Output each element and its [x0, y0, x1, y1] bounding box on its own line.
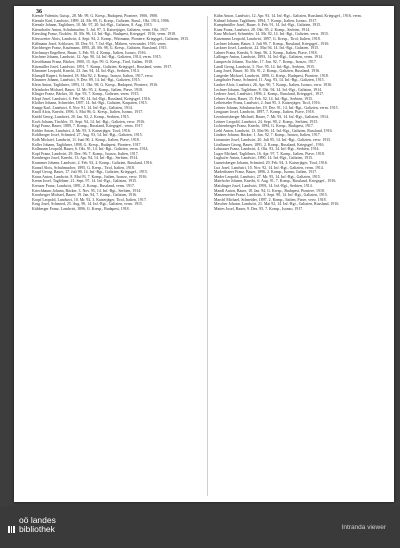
register-entry: Lamprecht Johann, Tischler, 17. Jan. 92, 7. Komp., Isonzo, 1917.	[214, 59, 317, 64]
register-entry: Knapp Karl, Landwirt, 8. Nov. 91, 14. Inf.-Rgt., Galizien, 1914.	[32, 105, 133, 110]
register-entry: Lallinger Anton, Landwirt, 1893, 14. Inf.-Rgt., Galizien, verm. 1914.	[214, 55, 323, 60]
register-entry: Kunz Franz, Landwirt, 28. Okt. 95, 2. Komp., Serbien, 1914.	[214, 27, 311, 32]
register-entry: Klammer Leopold, Knecht, 23. Jan. 94, 14. Inf.-Rgt., Serbien, 1914.	[32, 69, 140, 74]
register-entry: Kollmann Leopold, Bauer, 6. Okt. 91, 14. Inf.-Rgt., Galizien, verm. 1914.	[32, 147, 149, 152]
register-entry: Kraus Anton, Landwirt, 8. Mai 93, 7. Komp., Italien, Isonzo, verw. 1916.	[32, 174, 148, 179]
register-entry: Lauber Alois, Landwirt, 26. Apr. 90, 7. Komp., Italien, Isonzo, verw. 1916.	[214, 82, 333, 87]
register-entry: Kopf Franz, Landwirt, 29. Dez. 96, 7. Komp., Isonzo, Italien, 1917.	[32, 151, 139, 156]
register-entry: Kranzl Alois, Schuhmacher, 1895, G. Kresp., Tirol, Italien, 1918.	[32, 165, 135, 170]
register-entry: Lohnauer Franz, Landwirt, 4. Okt. 93, 14. Inf.-Rgt., Serbien, 1914.	[214, 147, 320, 152]
register-entry: Kronberger Michael, Bauer, 19. Jan. 94, 7. Komp., Galizien, 1916.	[32, 193, 138, 198]
register-entry: Krenn Josef, Taglöhner, 21. Sept. 97, 14. Inf.-Rgt., Galizien, 1915.	[32, 179, 138, 184]
register-entry: Lichtenberger Franz, Knecht, 1894, G. Kresp., Budapest, 1917.	[214, 124, 314, 129]
register-entry: Kirchmayr Engelbert, Bauer, 3. Feb. 95, 4. Komp., Italien, Isonzo, 1916.	[32, 50, 147, 55]
register-entry: Kiessling Franz, Tischler, 10. Mr. 96, 14. Inf.-Rgt., Budapest, Kriegsgef. 1916, verm. 1918.	[32, 32, 177, 37]
register-entry: Kiffmann Josef, Schlosser, 30. Dez. 91, 7. Inf.-Rgt., Mähren, verwundet, 1916, verm.	[32, 41, 167, 46]
register-entry: Leonhartsberger Michael, Bauer, 7. Mr. 93, 14. Inf.-Rgt., Galizien, 1914.	[214, 115, 329, 120]
viewer-label[interactable]: Intranda viewer	[341, 524, 386, 531]
register-entry: Leibetseder Franz, Landwirt, 2. Juni 95, 3. Kaiserjäger, Tirol, 1916.	[214, 101, 321, 106]
register-entry: Mattes Josef, Bauer, 9. Dez. 95, 7. Komp., Isonzo, 1917.	[214, 206, 304, 211]
register-entry: Maderthaner Franz, Bauer, 1896, 2. Komp., Isonzo, Italien, 1917.	[214, 170, 318, 175]
register-entry: Kühn Anton, Landwirt, 12. Apr. 93, 14. Inf.-Rgt., Galizien, Russland, Kriegsgef., 1916, verm.	[214, 14, 362, 18]
register-entry: Landl Georg, Landwirt, 5. Nov. 95, 14. Inf.-Rgt., Serbien, 1915.	[214, 64, 316, 69]
viewer-footer	[0, 506, 400, 548]
register-entry: Lehner Anton, Bauer, 15. Feb. 92, 14. Inf.-Rgt., Serbien, 1915.	[214, 96, 314, 101]
register-entry: Knoll Alois, Knecht, 1896, 3. Mai 96, G. Kresp., Italien, Isonzo, 1917.	[32, 110, 144, 115]
register-entry: Lux Josef, Landwirt, 10. Nov. 92, 14. Inf.-Rgt., Galizien, verm. 1914.	[214, 165, 324, 170]
register-entry: Kleinhofer Michael, Bauer, 12. Mr. 95, 2. Komp., Italien, Piave, 1918.	[32, 87, 143, 92]
column-divider	[207, 16, 208, 496]
register-entry: Kloiber Johann, Schneider, 1897, 14. Inf.-Rgt., Galizien, Karpaten, 1915.	[32, 101, 148, 106]
register-entry: Klein Anton, Taglöhner, 1893, 11. Okt. 98, G. Kresp., Budapest, Pioniere, 1916.	[32, 82, 159, 87]
register-entry: Mascher Johann, Landwirt, 21. Mai 92, 14. Inf.-Rgt., Galizien, Russland, 1916.	[214, 202, 340, 207]
register-entry: Liebl Anton, Landwirt, 13. Mai 96, 14. Inf.-Rgt., Galizien, Russland, 1916.	[214, 128, 333, 133]
logo-text-line1: oö landes	[19, 515, 56, 525]
register-entry: Lengauer Josef, Landwirt, 1897, 7. Komp., Italien, Piave, 1918.	[214, 110, 315, 115]
register-entry: Kögl Franz, Bauer, 1889, 7. Komp., Russland, Kriegsgef., verm. 1917.	[32, 124, 144, 129]
register-entry: Klampfl Rupert, Schmied, 18. Mai 92, 2. Komp., Isonzo, Italien, 1917, verw.	[32, 73, 154, 78]
library-logo[interactable]	[8, 516, 56, 534]
right-text-column	[214, 14, 386, 498]
register-entry: Kurzmann Leopold, Landwirt, 1897, G. Kresp., Tirol, Italien, 1918.	[214, 36, 321, 41]
register-entry: Kienzle Karl, Landwirt, 1899, 24. Mr. 99, G. Kresp., Galizien, Russl., Okt. 1914, 1906.	[32, 18, 170, 23]
register-entry: Maislinger Josef, Landwirt, 1893, 14. Inf.-Rgt., Serbien, 1914.	[214, 183, 313, 188]
register-entry: Lackner Josef, Landwirt, 22. Mai 94, 14. Inf.-Rgt., Galizien, 1915.	[214, 46, 320, 51]
register-entry: Lang Josef, Bauer, 30. Mr. 91, 2. Komp., Galizien, Russland, 1916.	[214, 69, 321, 74]
register-entry: Köhler Anton, Landwirt, 4. Mr. 95, 3. Kaiserjäger, Tirol, 1916.	[32, 128, 131, 133]
logo-bars-icon	[8, 525, 17, 534]
register-entry: Koch Johann, Tischler, 15. Sept. 94, 14. Inf.-Rgt., Galizien, verw. 1916.	[32, 119, 146, 124]
register-entry: Langthaler Franz, Schmied, 11. Aug. 93, 14. Inf.-Rgt., Galizien, 1915.	[214, 78, 325, 83]
register-entry: Kohlberger Josef, Schmied, 27. Aug. 93, 14. Inf.-Rgt., Galizien, 1915.	[32, 133, 143, 138]
register-entry: Lachner Johann, Bauer, 3. Juli 90, 7. Komp., Russland, Kriegsgef., 1916.	[214, 41, 330, 46]
register-entry: Lechner Johann, Taglöhner, 8. Okt. 94, 14. Inf.-Rgt., Galizien, 1914.	[214, 87, 323, 92]
register-entry: Lumetsberger Johann, Schmied, 29. Feb. 94, 3. Kaiserjäger, Tirol, 1916.	[214, 161, 328, 165]
register-entry: Krapf Georg, Bauer, 17. Juli 90, 14. Inf.-Rgt., Galizien, Kriegsgef., 1915.	[32, 170, 148, 175]
register-entry: Kirchner Johann, Landwirt, 12. Apr. 90, 14. Inf.-Rgt., Galizien, 1914, verm. 1915.	[32, 55, 162, 60]
register-entry: Mairhofer Johann, Knecht, 6. Aug. 91, 7. Komp., Russland, Kriegsgef., 1916.	[214, 179, 337, 184]
register-entry: Lughofer Anton, Landwirt, 1890, 14. Inf.-Rgt., Galizien, 1915.	[214, 156, 314, 161]
register-entry: Mandl Anton, Bauer, 18. Jan. 94, G. Kresp., Budapest, Pioniere, 1918.	[214, 188, 325, 193]
register-entry: Lederer Josef, Landwirt, 1896, 2. Komp., Russland, Kriegsgef., 1917.	[214, 92, 325, 97]
register-entry: Kirchberger Franz, Kaufmann, 1895, 20. Mr. 98, G. Kresp., Galizien, Russland, 1915.	[32, 46, 168, 51]
register-entry: Marchl Michael, Schneider, 1897, 2. Komp., Italien, Piave, verw. 1918.	[214, 197, 327, 202]
register-entry: Luger Michael, Taglöhner, 16. Apr. 97, 7. Komp., Italien, Piave, 1918.	[214, 151, 325, 156]
page-number: 36	[36, 9, 42, 15]
register-entry: Kirschbaum Franz, Bäcker, 1900, 15. Apr. 99, G. Kresp., Tirol, Italien, 1918.	[32, 59, 154, 64]
register-entry: Kühberger Franz, Landwirt, 1896, G. Kresp., Budapest, 1918.	[32, 206, 130, 211]
register-entry: Krug Josef, Schmied, 25. Aug. 90, 14. Inf.-Rgt., Galizien, verm. 1915.	[32, 202, 143, 207]
register-entry: Linsmaier Josef, Landwirt, 20. Juli 95, 14. Inf.-Rgt., Galizien, verw. 1915.	[214, 138, 332, 143]
register-entry: Lahner Franz, Knecht, 9. Sept. 96, 2. Komp., Italien, Piave, 1918.	[214, 50, 318, 55]
register-entry: Kühnel Johann, Taglöhner, 1894, 7. Komp., Italien, Isonzo, 1917.	[214, 18, 318, 23]
register-entry: Kriechbaum Johann, Bäcker, 3. Nov. 95, 14. Inf.-Rgt., Serbien, 1914.	[32, 188, 142, 193]
register-entry: Manzenreiter Franz, Landwirt, 3. Sept. 90, 14. Inf.-Rgt., Galizien, 1915.	[214, 193, 328, 198]
register-entry: Kurz Michael, Schneider, 14. Mr. 92, 14. Inf.-Rgt., Galizien, verw. 1915.	[214, 32, 329, 37]
register-entry: Leitner Johann, Schuhmacher, 19. Dez. 91, 14. Inf.-Rgt., Galizien, verm. 1915.	[214, 105, 339, 110]
register-entry: Litzlbauer Georg, Bauer, 1891, 2. Komp., Russland, Kriegsgef., 1916.	[214, 142, 325, 147]
register-entry: Kitzmüller Josef, Landwirt, 1891, 7. Komp., Galizien, Kriegsgef., Russland, verm. 1917.	[32, 64, 173, 69]
register-entry: Kropf Leopold, Landwirt, 10. Mr. 92, 3. Kaiserjäger, Tirol, Italien, 1917.	[32, 197, 147, 202]
register-entry: Mader Leopold, Landwirt, 27. Mr. 95, 14. Inf.-Rgt., Galizien, 1915.	[214, 174, 321, 179]
register-entry: Kolb Michael, Landwirt, 11. Juni 90, 2. Komp., Italien, Piave, 1918.	[32, 138, 140, 143]
register-entry: Klausner Johann, Landwirt, 9. Dez. 89, 14. Inf.-Rgt., Galizien, 1915.	[32, 78, 141, 83]
register-entry: Knöbl Georg, Landwirt, 20. Jan. 92, 2. Komp., Serbien, 1915.	[32, 115, 130, 120]
register-entry: Klinger Franz, Bäcker, 30. Apr. 93, 7. Komp., Galizien, verm. 1915.	[32, 92, 140, 97]
register-entry: Lettner Leopold, Landwirt, 24. Sept. 90, 2. Komp., Serbien, 1915.	[214, 119, 319, 124]
left-text-column	[32, 14, 204, 498]
register-entry: Krammer Johann, Landwirt, 2. Feb. 92, 2. Komp., Galizien, Russland, 1916.	[32, 161, 153, 165]
register-entry: Lindner Johann, Bäcker, 1. Jan. 92, 7. Komp., Isonzo, Italien, 1917.	[214, 133, 321, 138]
register-entry: Kiesswetter Alois, Landwirt, 4. Sept. 94, 2. Komp., Wittmann, Pioniere, Kriegsgef., Galizien, 1915.	[32, 36, 190, 41]
register-entry: Kienzle Johann, Taglöhner, 10. Mr. 97, 20. Inf.-Rgt., Galizien, 8. Aug. 1915.	[32, 23, 153, 28]
logo-text-line2: bibliothek	[19, 524, 55, 534]
register-entry: Langeder Michael, Landwirt, 1898, G. Kresp., Budapest, Pioniere, 1918.	[214, 73, 329, 78]
register-entry: Kornberger Josef, Knecht, 13. Apr. 94, 14. Inf.-Rgt., Serbien, 1914.	[32, 156, 139, 161]
register-entry: Kumpfmüller Josef, Bauer, 6. Feb. 91, 14. Inf.-Rgt., Galizien, 1915.	[214, 23, 322, 28]
scanned-page[interactable]	[14, 6, 394, 502]
register-entry: Kiemle Valentin, Gutsp., 28. Mr. 99, G. Kresp., Budapest, Pioniere, 1906, 1908.	[32, 14, 158, 18]
register-entry: Klopf Josef, Landwirt, 4. Feb. 90, 14. Inf.-Rgt., Russland, Kriegsgef. 1916.	[32, 96, 151, 101]
register-entry: Koller Johann, Taglöhner, 1898, G. Kresp., Budapest, Pioniere, 1917.	[32, 142, 142, 147]
register-entry: Kreuzer Franz, Landwirt, 1891, 2. Komp., Russland, verm. 1917.	[32, 183, 135, 188]
register-entry: Kierndorfer Anton, Schuhmacher, 5. Jul. 97, 3. Kaiserjäger, Galizien, verm. Okt. 1917.	[32, 27, 169, 32]
